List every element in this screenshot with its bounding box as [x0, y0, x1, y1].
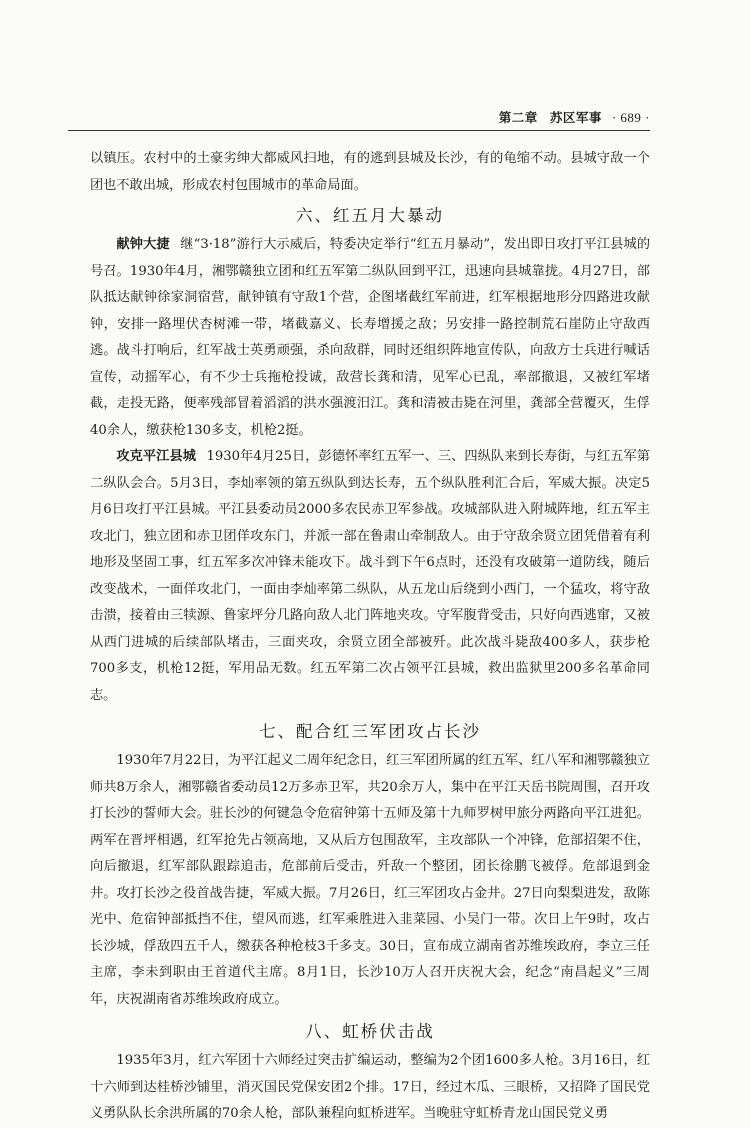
section-7-title: 七、配合红三军团攻占长沙 [259, 722, 481, 741]
run-in-heading: 攻克平江县城 [116, 449, 196, 464]
paragraph-text: 继“3·18”游行大示威后，特委决定举行“红五月暴动”，发出即日攻打平江县城的号召。1930年4月，湘鄂赣独立团和红五军第二纵队回到平江，迅速向县城靠拢。4月27日，部队抵达献钟徐家洞宿营，献钟镇有守敌1个营，企图堵截红军前进，红军根据地形分四路进攻献钟，安排一路埋伏杏树滩一带，堵截嘉义、长寿增援之敌；另安排一路控制荒石崖防止守敌西逃。战斗打响后，红军战士英勇顽强，杀向敌群，同时还组织阵地宣传队，向敌方士兵进行喊话宣传，动摇军心，有不少士兵拖枪投诚，敌营长龚和清，见军心已乱，率部撤退，又被红军堵截，走投无路，便率残部冒着滔滔的洪水强渡汨江。龚和清被击毙在河里，龚部全营覆灭，生俘40余人，缴获枪130多支，机枪2挺。 [90, 237, 651, 438]
section-8-title: 八、虹桥伏击战 [305, 1022, 435, 1041]
section-6-paragraph-2 [90, 444, 650, 709]
run-in-heading: 献钟大捷 [116, 237, 170, 252]
section-7-paragraph-1: 1930年7月22日，为平江起义二周年纪念日，红三军团所属的红五军、红八军和湘鄂赣独立师共8万余人，湘鄂赣省委动员12万多赤卫军，共20余万人，集中在平江天岳书院周围，召开攻打长沙的誓师大会。驻长沙的何键急令危宿钟第十五师及第十九师罗树甲旅分两路向平江进犯。两军在晋坪相遇，红军抢先占领高地，又从后方包围敌军，主攻部队一个冲锋，危部招架不住，向后撤退，红军部队跟踪追击，危部前后受击，歼敌一个整团，团长徐鹏飞被俘。危部退到金井。攻打长沙之役首战告捷，军威大振。7月26日，红三军团攻占金井。27日向梨梨进发，敌陈光中、危宿钟部抵挡不住，望风而逃，红军乘胜进入韭菜园、小吴门一带。次日上午9时，攻占长沙城，俘敌四五千人，缴获各种枪枝3千多支。30日，宣布成立湖南省苏维埃政府，李立三任主席，李未到职由王首道代主席。8月1日，长沙10万人召开庆祝大会，纪念“南昌起义”三周年，庆祝湖南省苏维埃政府成立。 [90, 753, 650, 1007]
chapter-title: 苏区军事 [549, 110, 602, 125]
section-8-paragraph-1: 1935年3月，红六军团十六师经过突击扩编运动，整编为2个团1600多人枪。3月16日，红十六师到达桂桥沙铺里，消灭国民党保安团2个排。17日，经过木瓜、三眼桥，又招降了国民党义勇队队长余洪所属的70余人枪，部队兼程向虹桥进军。当晚驻守虹桥青龙山国民党义勇 [90, 1053, 650, 1121]
section-6-paragraph-1 [90, 232, 650, 444]
paragraph-text: 1930年4月25日，彭德怀率红五军一、三、四纵队来到长寿街，与红五军第二纵队会合。5月3日，李灿率领的第五纵队到达长寿，五个纵队胜利汇合后，军威大振。决定5月6日攻打平江县城。平江县委动员2000多农民赤卫军参战。攻城部队进入附城阵地，红五军主攻北门，独立团和赤卫团佯攻东门，并派一部在鲁肃山牵制敌人。由于守敌余贤立团凭借着有利地形及坚固工事，红五军多次冲锋未能攻下。战斗到下午6点时，还没有攻破第一道防线，随后改变战术，一面佯攻北门，一面由李灿率第二纵队，从五龙山后绕到小西门，一个猛攻，将守敌击溃，接着由三犊源、鲁家坪分几路向敌人北门阵地夹攻。守军腹背受击，只好向西逃窜，又被从西门进城的后续部队堵击，三面夹攻，余贤立团全部被歼。此次战斗毙敌400多人，获步枪700多支，机枪12挺，军用品无数。红五军第二次占领平江县城，救出监狱里200多名革命同志。 [90, 449, 650, 703]
page-body [90, 146, 650, 1128]
page-number: · 689 · [611, 110, 650, 125]
running-head [68, 108, 650, 126]
section-6-title: 六、红五月大暴动 [296, 206, 444, 225]
chapter-number: 第二章 [498, 110, 538, 125]
header-rule [68, 130, 650, 131]
intro-paragraph: 以镇压。农村中的土豪劣绅大都威风扫地，有的逃到县城及长沙，有的龟缩不动。县城守敌一个团也不敢出城，形成农村包围城市的革命局面。 [90, 151, 650, 193]
